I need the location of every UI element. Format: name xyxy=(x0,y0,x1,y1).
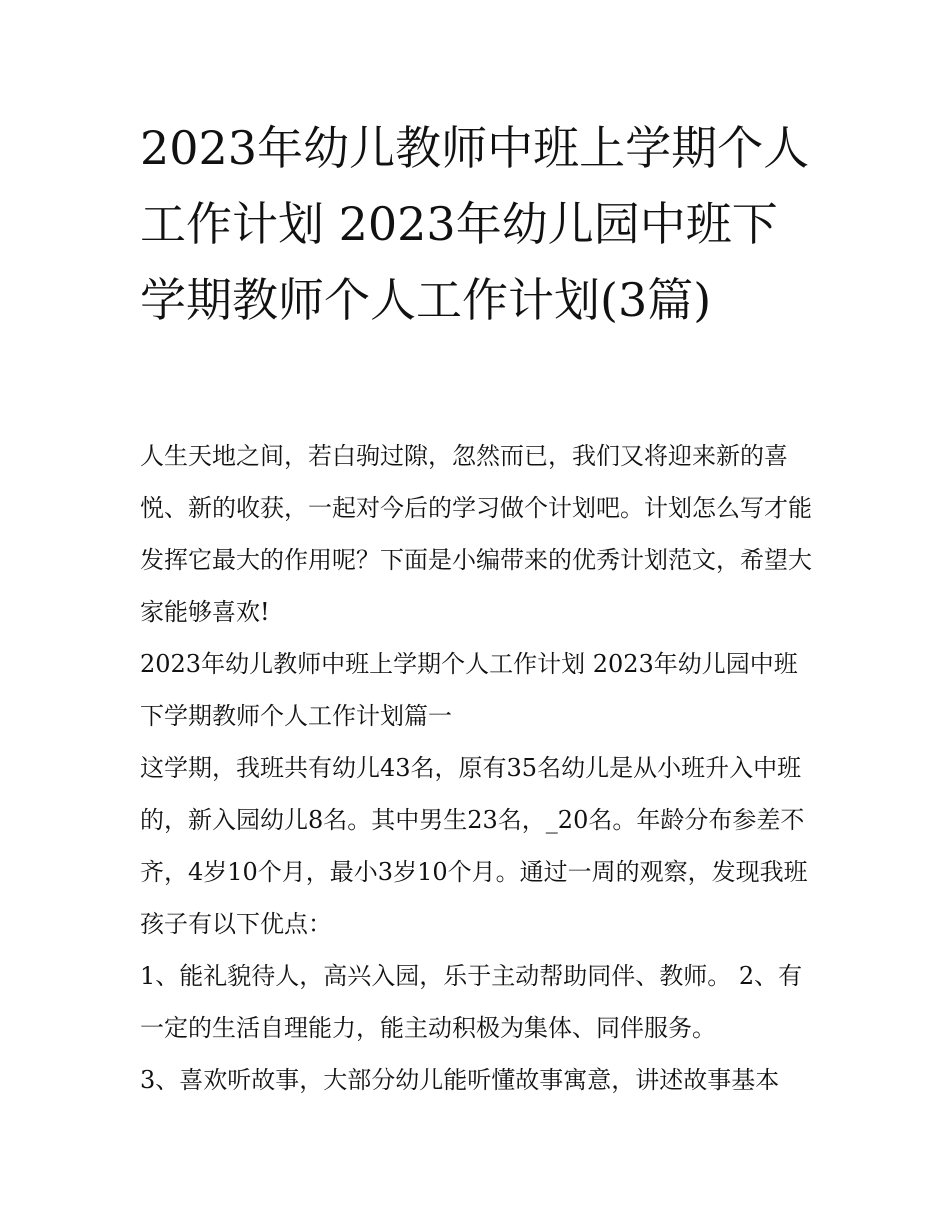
story-paragraph: 3、喜欢听故事，大部分幼儿能听懂故事寓意，讲述故事基本 xyxy=(140,1066,780,1094)
document-body xyxy=(140,430,820,1106)
section-heading: 2023年幼儿教师中班上学期个人工作计划 2023年幼儿园中班下学期教师个人工作计划篇一 xyxy=(140,650,798,730)
strengths-paragraph: 1、能礼貌待人，高兴入园，乐于主动帮助同伴、教师。 2、有一定的生活自理能力，能主动积极为集体、同伴服务。 xyxy=(140,962,803,1042)
class-overview-paragraph: 这学期，我班共有幼儿43名，原有35名幼儿是从小班升入中班的，新入园幼儿8名。其中男生23名，_20名。年龄分布参差不齐，4岁10个月，最小3岁10个月。通过一周的观察，发现我班孩子有以下优点： xyxy=(140,754,808,938)
document-title: 2023年幼儿教师中班上学期个人工作计划 2023年幼儿园中班下学期教师个人工作计划(3篇) xyxy=(140,121,810,327)
intro-paragraph: 人生天地之间，若白驹过隙，忽然而已，我们又将迎来新的喜悦、新的收获，一起对今后的学习做个计划吧。计划怎么写才能发挥它最大的作用呢？下面是小编带来的优秀计划范文，希望大家能够喜欢! xyxy=(140,442,812,626)
